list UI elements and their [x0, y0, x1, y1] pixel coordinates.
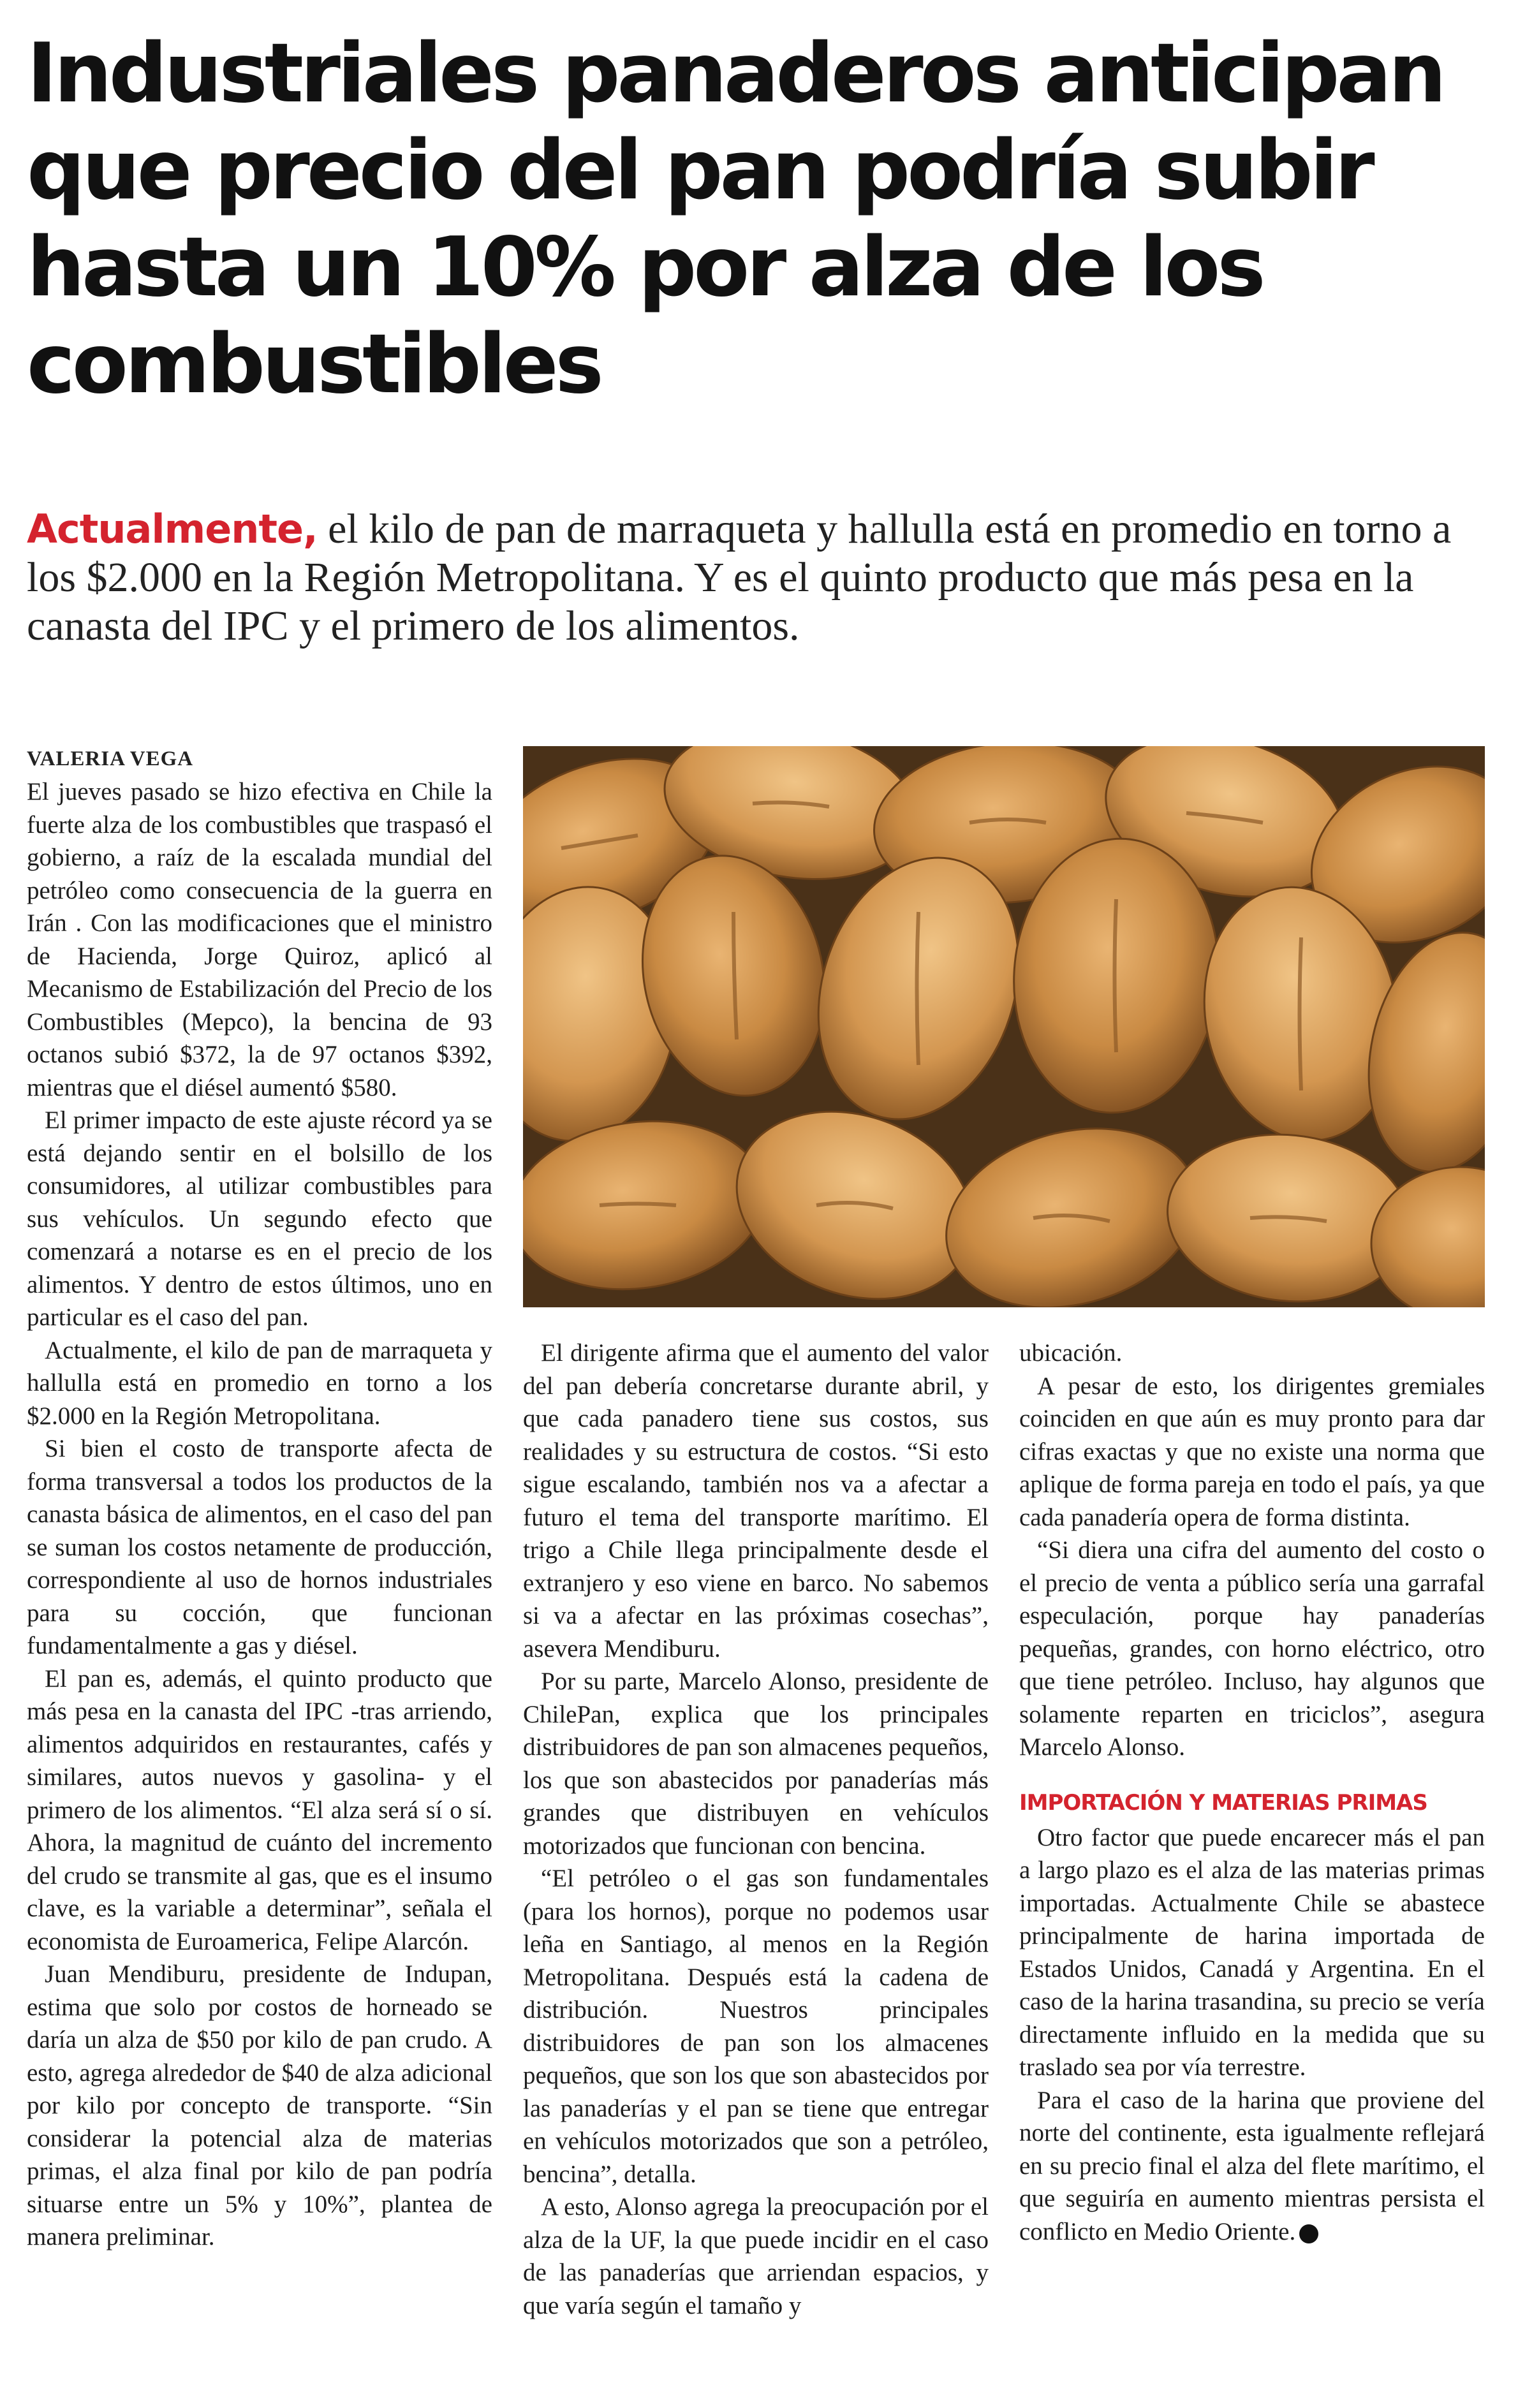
- column-1: [27, 742, 492, 2254]
- paragraph: El jueves pasado se hizo efectiva en Chile la fuerte alza de los combustibles que traspasó el gobierno, a raíz de la escalada mundial del petróleo como consecuencia de la guerra en Irán . Con las modificaciones que el ministro de Hacienda, Jorge Quiroz, aplicó al Mecanismo de Estabilización del Precio de los Combustibles (Mepco), la bencina de 93 octanos subió $372, la de 97 octanos $392, mientras que el diésel aumentó $580.: [27, 778, 492, 1101]
- paragraph: Actualmente, el kilo de pan de marraqueta y hallulla está en promedio en torno a los $2.000 en la Región Metropolitana.: [27, 1336, 492, 1430]
- paragraph: A pesar de esto, los dirigentes gremiales coinciden en que aún es muy pronto para dar cifras exactas y que no existe una norma que aplique de forma pareja en todo el país, ya que cada panadería opera de forma distinta.: [1019, 1372, 1485, 1531]
- column-2: [523, 1337, 989, 2322]
- paragraph: A esto, Alonso agrega la preocupación por el alza de la UF, la que puede incidir en el caso de las panaderías que arriendan espacios, y que varía según el tamaño y: [523, 2193, 989, 2319]
- paragraph: “Si diera una cifra del aumento del costo o el precio de venta a público sería una garrafal especulación, porque hay panaderías pequeñas, grandes, con horno eléctrico, otro que tiene petróleo. Incluso, hay algunos que solamente reparten en triciclos”, asegura Marcelo Alonso.: [1019, 1536, 1485, 1761]
- final-text: Para el caso de la harina que proviene del norte del continente, esta igualmente reflejará en su precio final el alza del flete marítimo, el que seguiría en aumento mientras persista el conflicto en Medio Oriente.: [1019, 2086, 1485, 2245]
- paragraph: El dirigente afirma que el aumento del valor del pan debería concretarse durante abril, y que cada panadero tiene sus costos, sus realidades y su estructura de costos. “Si esto sigue escalando, también nos va a afectar a futuro el tema del transporte marítimo. El trigo a Chile llega principalmente desde el extranjero y eso viene en barco. No sabemos si va a afectar en las próximas cosechas”, asevera Mendiburu.: [523, 1339, 989, 1663]
- headline: Industriales panaderos anticipan que precio del pan podría subir hasta un 10% por alza de los combustibles: [27, 26, 1443, 412]
- paragraph: Por su parte, Marcelo Alonso, presidente de ChilePan, explica que los principales distribuidores de pan son almacenes pequeños, los que son abastecidos por panaderías más grandes que distribuyen en vehículos motorizados que funcionan con bencina.: [523, 1668, 989, 1860]
- paragraph: Si bien el costo de transporte afecta de forma transversal a todos los productos de la canasta básica de alimentos, en el caso del pan se suman los costos netamente de producción, correspondiente al uso de hornos industriales para su cocción, que funcionan fundamentalmente a gas y diésel.: [27, 1435, 492, 1659]
- deck-text: el kilo de pan de marraqueta y hallulla está en promedio en torno a los $2.000 en la Región Metropolitana. Y es el quinto producto que más pesa en la canasta del IPC y el primero de los alimentos.: [27, 506, 1452, 649]
- paragraph: El pan es, además, el quinto producto que más pesa en la canasta del IPC -tras arriendo, alimentos adquiridos en restaurantes, cafés y similares, autos nuevos y gasolina- y el primero de los alimentos. “El alza será sí o sí. Ahora, la magnitud de cuánto del incremento del crudo se transmite al gas, que es el insumo clave, es la variable a determinar”, señala el economista de Euroamerica, Felipe Alarcón.: [27, 1664, 492, 1955]
- paragraph: Otro factor que puede encarecer más el pan a largo plazo es el alza de las materias primas importadas. Actualmente Chile se abastece principalmente de harina importada de Estados Unidos, Canadá y Argentina. En el caso de la harina trasandina, su precio se vería directamente influido en la medida que su traslado sea por vía terrestre.: [1019, 1823, 1485, 2081]
- bread-illustration: [523, 746, 1485, 1307]
- deck-lead: Actualmente,: [27, 506, 318, 552]
- paragraph: Juan Mendiburu, presidente de Indupan, estima que solo por costos de horneado se daría un alza de $50 por kilo de pan crudo. A esto, agrega alrededor de $40 de alza adicional por kilo por concepto de transporte. “Sin considerar la potencial alza de materias primas, el alza final por kilo de pan podría situarse entre un 5% y 10%”, plantea de manera preliminar.: [27, 1960, 492, 2250]
- deck: [27, 505, 1468, 650]
- paragraph: El primer impacto de este ajuste récord ya se está dejando sentir en el bolsillo de los consumidores, al utilizar combustibles para sus vehículos. Un segundo efecto que comenzará a notarse es en el precio de los alimentos. Y dentro de estos últimos, uno en particular es el caso del pan.: [27, 1106, 492, 1331]
- byline: VALERIA VEGA: [27, 747, 194, 770]
- paragraph: ubicación.: [1019, 1339, 1123, 1367]
- paragraph: “El petróleo o el gas son fundamentales (para los hornos), porque no podemos usar leña en Santiago, al menos en la Región Metropolitana. Después está la cadena de distribución. Nuestros principales distribuidores de pan son los almacenes pequeños, que son los que son abastecidos por las panaderías y el pan se tiene que entregar en vehículos motorizados que son a petróleo, bencina”, detalla.: [523, 1865, 989, 2188]
- paragraph-final: [1019, 2084, 1485, 2249]
- column-3: [1019, 1337, 1485, 2248]
- bread-photo: [523, 746, 1485, 1307]
- subheading: IMPORTACIÓN Y MATERIAS PRIMAS: [1019, 1789, 1427, 1816]
- end-mark-icon: P: [1299, 2224, 1318, 2243]
